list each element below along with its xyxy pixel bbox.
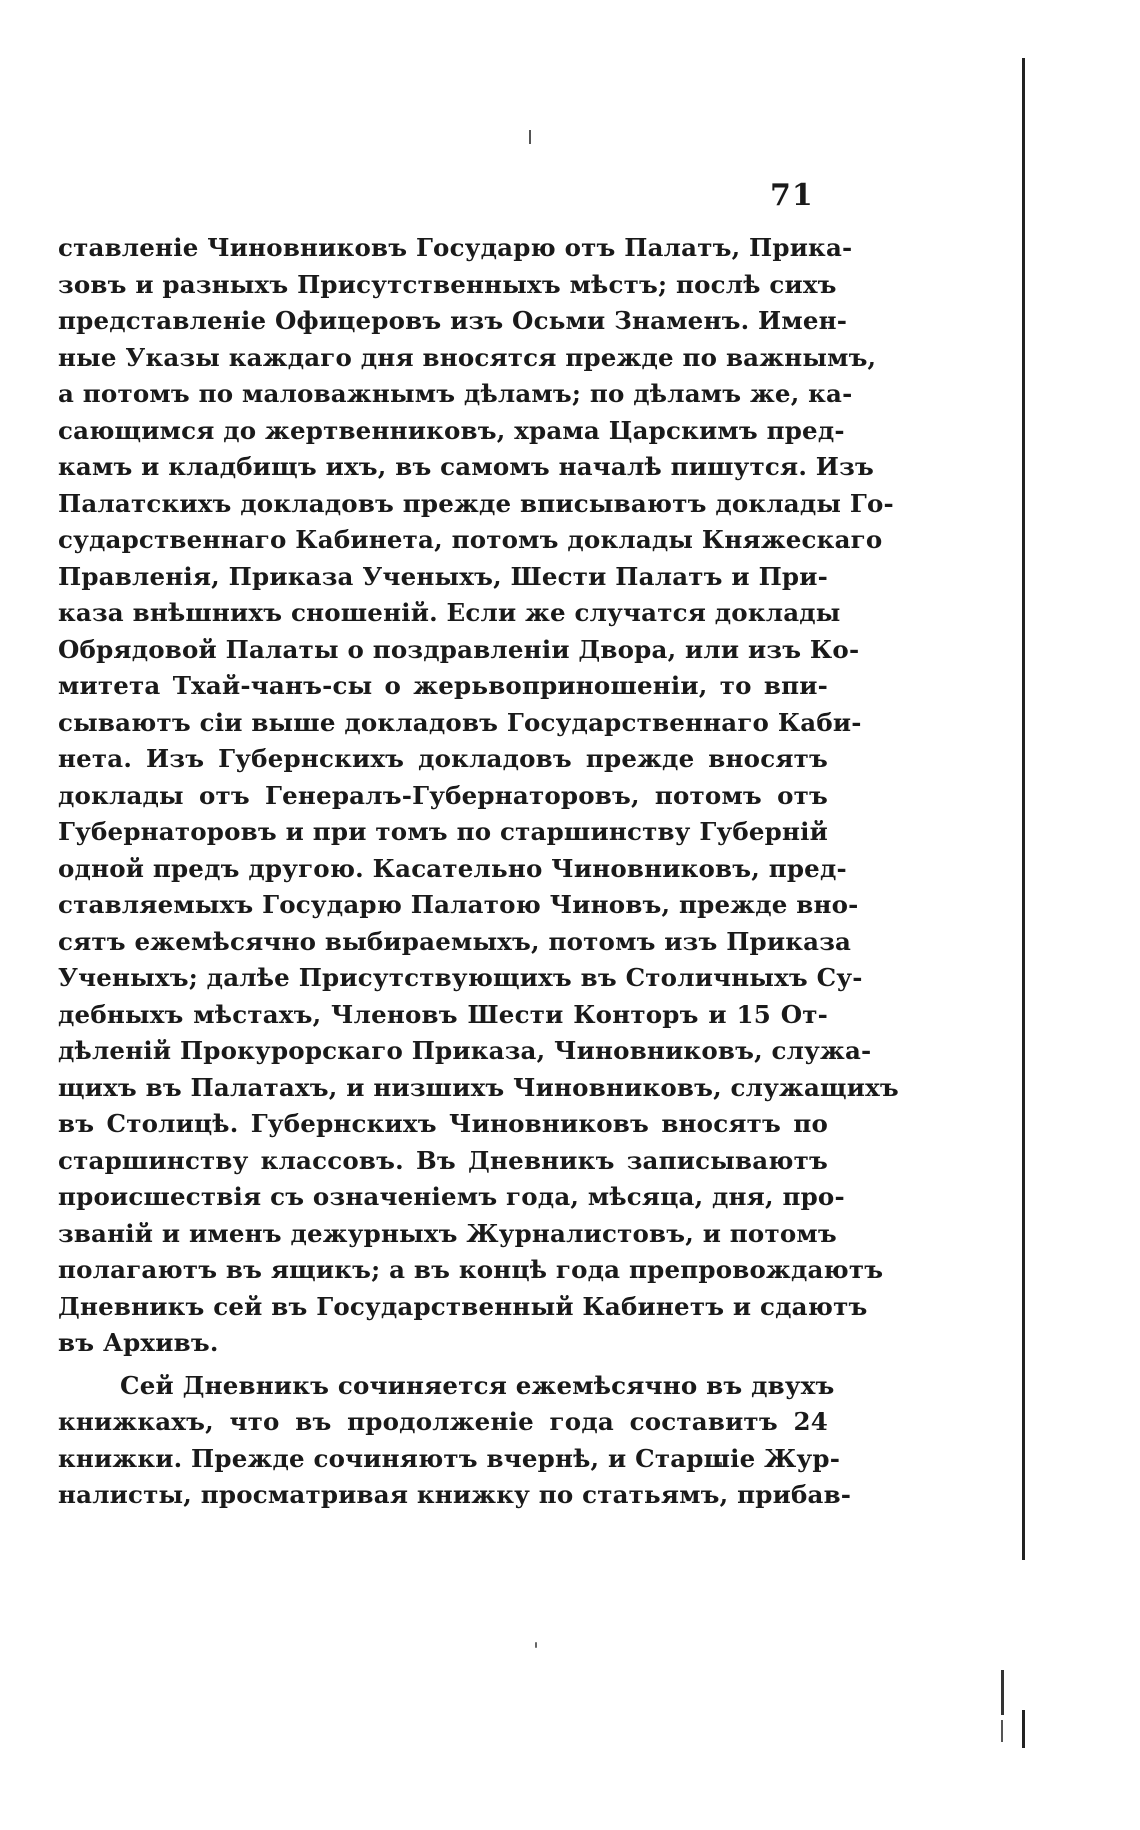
page-number: 71	[770, 178, 814, 213]
text-line: зовъ и разныхъ Присутственныхъ мѣстъ; послѣ сихъ	[58, 269, 837, 299]
text-line: старшинству классовъ. Въ Дневникъ записываютъ	[58, 1145, 828, 1175]
text-line: ные Указы каждаго дня вносятся прежде по важнымъ,	[58, 342, 877, 372]
text-line: доклады отъ Генералъ-Губернаторовъ, потомъ отъ	[58, 780, 828, 810]
text-line: представленіе Офицеровъ изъ Осьми Знаменъ. Имен-	[58, 306, 848, 335]
text-line: а потомъ по маловажнымъ дѣламъ; по дѣламъ же, ка-	[58, 379, 853, 408]
text-line: сываютъ сіи выше докладовъ Государственнаго Каби-	[58, 707, 862, 737]
text-line: Дневникъ сей въ Государственный Кабинетъ и сдаютъ	[58, 1291, 868, 1321]
margin-mark	[1001, 1670, 1004, 1715]
text-line: камъ и кладбищъ ихъ, въ самомъ началѣ пишутся. Изъ	[58, 452, 874, 481]
scan-mark	[529, 130, 531, 144]
text-line: сающимся до жертвенниковъ, храма Царскимъ пред-	[58, 415, 845, 445]
speck	[535, 1642, 537, 1648]
text-line: нета. Изъ Губернскихъ докладовъ прежде вносятъ	[58, 744, 828, 773]
text-line: Сей Дневникъ сочиняется ежемѣсячно въ двухъ	[120, 1370, 835, 1400]
text-line: происшествія съ означеніемъ года, мѣсяца, дня, про-	[58, 1182, 845, 1211]
text-line: Ученыхъ; далѣе Присутствующихъ въ Столичныхъ Су-	[58, 963, 863, 992]
text-line: Палатскихъ докладовъ прежде вписываютъ доклады Го-	[58, 488, 894, 518]
text-line: дѣленій Прокурорскаго Приказа, Чиновниковъ, служа-	[58, 1036, 872, 1065]
body-text	[58, 230, 899, 1514]
text-line: одной предъ другою. Касательно Чиновниковъ, пред-	[58, 853, 847, 883]
paragraph	[58, 230, 899, 1362]
text-line: налисты, просматривая книжку по статьямъ, прибав-	[58, 1480, 852, 1509]
text-line: дебныхъ мѣстахъ, Членовъ Шести Конторъ и 15 От-	[58, 999, 828, 1029]
text-line: полагаютъ въ ящикъ; а въ концѣ года препровождаютъ	[58, 1255, 884, 1284]
text-line: въ Архивъ.	[58, 1328, 219, 1357]
text-line: сятъ ежемѣсячно выбираемыхъ, потомъ изъ Приказа	[58, 926, 852, 956]
text-line: въ Столицѣ. Губернскихъ Чиновниковъ вносятъ по	[58, 1109, 828, 1138]
text-line: званій и именъ дежурныхъ Журналистовъ, и потомъ	[58, 1218, 837, 1248]
page-edge-rule	[1022, 58, 1025, 1748]
text-line: каза внѣшнихъ сношеній. Если же случатся доклады	[58, 598, 841, 627]
text-line: Правленія, Приказа Ученыхъ, Шести Палатъ и При-	[58, 561, 828, 591]
text-line: щихъ въ Палатахъ, и низшихъ Чиновниковъ, служащихъ	[58, 1072, 899, 1102]
text-line: книжки. Прежде сочиняютъ вчернѣ, и Старшіе Жур-	[58, 1443, 841, 1473]
text-line: книжкахъ, что въ продолженіе года составитъ 24	[58, 1407, 828, 1436]
text-line: Обрядовой Палаты о поздравленіи Двора, или изъ Ко-	[58, 634, 860, 664]
text-line: сударственнаго Кабинета, потомъ доклады Княжескаго	[58, 525, 883, 554]
text-line: ставленіе Чиновниковъ Государю отъ Палатъ, Прика-	[58, 233, 853, 262]
text-line: митета Тхай-чанъ-сы о жерьвоприношеніи, то впи-	[58, 671, 828, 700]
text-line: Губернаторовъ и при томъ по старшинству Губерній	[58, 817, 828, 846]
page-edge-gap	[1018, 1560, 1028, 1710]
margin-mark	[1001, 1720, 1003, 1742]
text-line: ставляемыхъ Государю Палатою Чиновъ, прежде вно-	[58, 890, 859, 919]
paragraph	[58, 1368, 852, 1514]
